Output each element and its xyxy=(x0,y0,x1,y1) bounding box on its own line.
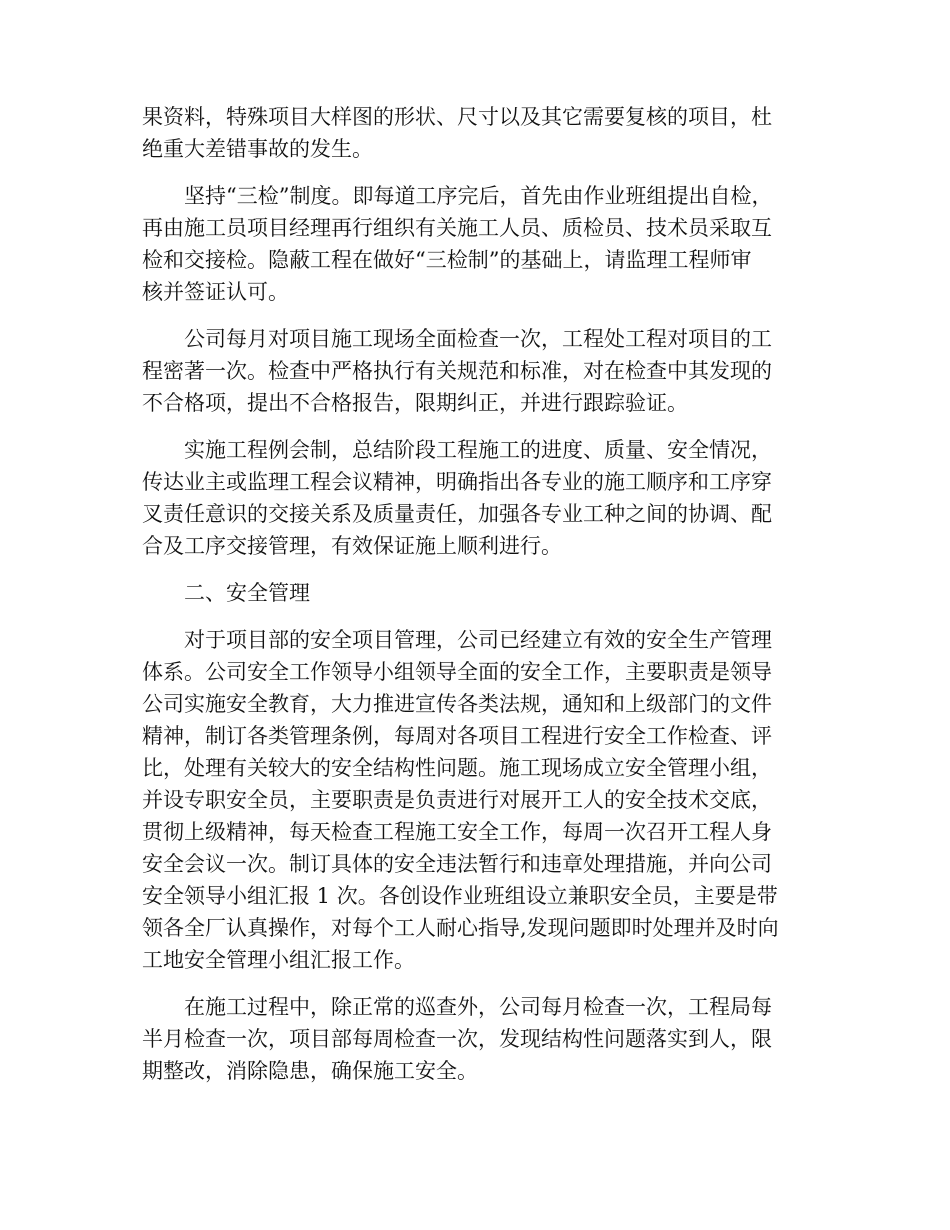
text-line: 期整改，消除隐患，确保施工安全。 xyxy=(142,1059,478,1083)
document-body xyxy=(142,101,832,1102)
text-line: 领各全厂认真操作，对每个工人耐心指导,发现问题即时处理并及时向 xyxy=(142,916,779,940)
text-line: 并设专职安全员，主要职责是负责进行对展开工人的安全技术交底， xyxy=(142,788,772,812)
text-line: 传达业主或监理工程会议精神，明确指出各专业的施工顺序和工序穿 xyxy=(142,470,772,494)
text-line: 贯彻上级精神，每天检查工程施工安全工作，每周一次召开工程人身 xyxy=(142,820,772,844)
text-line: 再由施工员项目经理再行组织有关施工人员、质检员、技术员采取互 xyxy=(142,216,772,240)
text-line: 坚持“三检”制度。即每道工序完后，首先由作业班组提出自检， xyxy=(184,184,773,208)
paragraph xyxy=(142,991,832,1087)
text-line: 对于项目部的安全项目管理，公司已经建立有效的安全生产管理 xyxy=(184,628,772,652)
text-line: 叉责任意识的交接关系及质量责任，加强各专业工种之间的协调、配 xyxy=(142,502,772,526)
text-line: 不合格项，提出不合格报告，限期纠正，并进行跟踪验证。 xyxy=(142,391,688,415)
text-line: 公司实施安全教育，大力推进宣传各类法规，通知和上级部门的文件 xyxy=(142,692,772,716)
text-line: 体系。公司安全工作领导小组领导全面的安全工作，主要职责是领导 xyxy=(142,660,772,684)
text-line: 程密著一次。检查中严格执行有关规范和标准，对在检查中其发现的 xyxy=(142,359,772,383)
text-line: 工地安全管理小组汇报工作。 xyxy=(142,948,415,972)
text-line: 果资料，特殊项目大样图的形状、尺寸以及其它需要复核的项目，杜 xyxy=(142,105,772,129)
text-line: 核并签证认可。 xyxy=(142,280,289,304)
text-line: 绝重大差错事故的发生。 xyxy=(142,137,373,161)
paragraph xyxy=(142,624,832,976)
text-line: 安全会议一次。制订具体的安全违法暂行和违章处理措施，并向公司 xyxy=(142,852,772,876)
paragraph xyxy=(142,180,832,308)
text-line: 在施工过程中，除正常的巡查外，公司每月检查一次，工程局每 xyxy=(184,995,772,1019)
text-line: 检和交接检。隐蔽工程在做好“三检制”的基础上，请监理工程师审 xyxy=(142,248,752,272)
paragraph xyxy=(142,101,832,165)
paragraph xyxy=(142,434,832,562)
text-line: 二、安全管理 xyxy=(184,581,310,605)
text-line: 半月检查一次，项目部每周检查一次，发现结构性问题落实到人，限 xyxy=(142,1027,772,1051)
text-line: 公司每月对项目施工现场全面检查一次，工程处工程对项目的工 xyxy=(184,327,772,351)
paragraph xyxy=(142,323,832,419)
section-heading xyxy=(142,577,832,609)
text-line: 精神，制订各类管理条例，每周对各项目工程进行安全工作检查、评 xyxy=(142,724,772,748)
text-line: 合及工序交接管理，有效保证施上顺利进行。 xyxy=(142,534,562,558)
text-line: 实施工程例会制，总结阶段工程施工的进度、质量、安全情况， xyxy=(184,438,772,462)
text-line: 安全领导小组汇报 1 次。各创设作业班组设立兼职安全员，主要是带 xyxy=(142,884,778,908)
text-line: 比，处理有关较大的安全结构性问题。施工现场成立安全管理小组， xyxy=(142,756,772,780)
